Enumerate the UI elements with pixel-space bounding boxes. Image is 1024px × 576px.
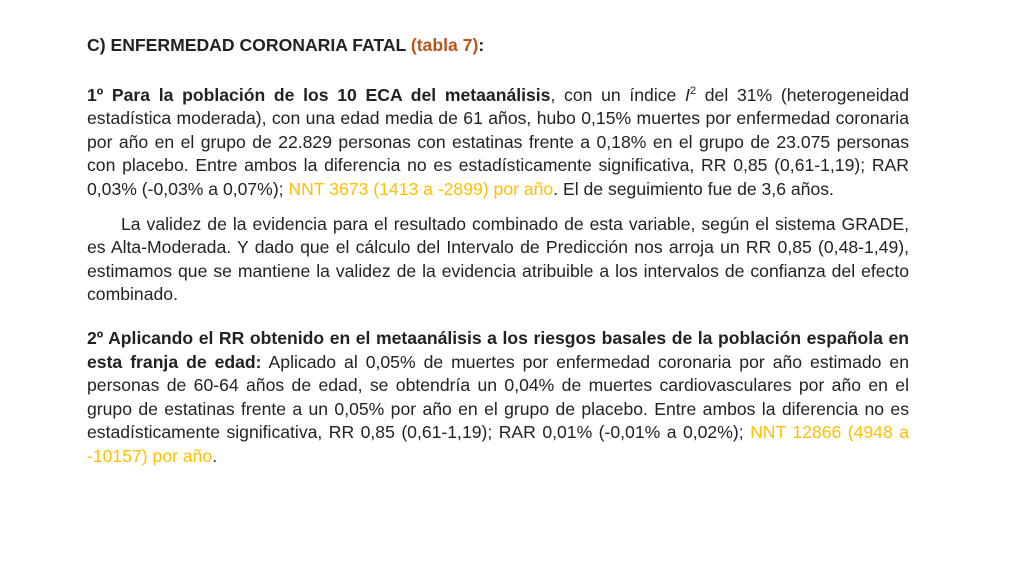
i-squared-letter: I — [685, 84, 690, 105]
paragraph-spanish-population — [87, 327, 909, 469]
paragraph-3-text-b: . — [212, 445, 218, 466]
title-colon: : — [478, 35, 485, 55]
paragraph-1-text-c: . El de seguimiento fue de 3,6 años. — [553, 178, 834, 199]
title-table-reference: (tabla 7) — [410, 35, 479, 55]
i-squared-exponent: 2 — [689, 84, 697, 97]
paragraph-3-text-a: Aplicado al 0,05% de muertes por enfermedad coronaria por año estimado en personas de 60-64 años de edad, se obtendría un 0,04% de muertes cardiovasculares por año en el grupo de estatinas frente a un 0,05% por año en el grupo de placebo. Entre ambos la diferencia no es estadísticamente significativa, RR 0,85 (0,61-1,19); RAR 0,01% (-0,01% a 0,02%); — [87, 351, 910, 443]
paragraph-1-text-b: del 31% (heterogeneidad estadística moderada), con una edad media de 61 años, hubo 0,15% muertes por enfermedad coronaria por año en el grupo de 22.829 personas con estatinas frente a 0,18% en el grupo de 23.075 personas con placebo. Entre ambos la diferencia no es estadísticamente significativa, RR 0,85 (0,61-1,19); RAR 0,03% (-0,03% a 0,07%); — [87, 84, 909, 199]
section-title — [87, 34, 909, 58]
paragraph-grade-validity: La validez de la evidencia para el resultado combinado de esta variable, según el sistema GRADE, es Alta-Moderada. Y dado que el cálculo del Intervalo de Predicción nos arroja un RR 0,85 (0,48-1,49), estimamos que se mantiene la validez de la evidencia atribuible a los intervalos de confianza del efecto combinado. — [87, 213, 909, 305]
nnt-highlight-1: NNT 3673 (1413 a -2899) por año — [288, 178, 554, 199]
slide-content — [87, 34, 909, 469]
nnt-highlight-2: NNT 12866 (4948 a -10157) por año — [87, 422, 909, 466]
title-main: C) ENFERMEDAD CORONARIA FATAL — [87, 35, 411, 55]
paragraph-1-heading: 1º Para la población de los 10 ECA del metaanálisis — [87, 84, 551, 105]
paragraph-3-heading: 2º Aplicando el RR obtenido en el metaanálisis a los riesgos basales de la población española en esta franja de edad: — [87, 327, 909, 372]
paragraph-1-text-a: , con un índice — [550, 84, 686, 105]
paragraph-meta-analysis — [87, 84, 909, 202]
